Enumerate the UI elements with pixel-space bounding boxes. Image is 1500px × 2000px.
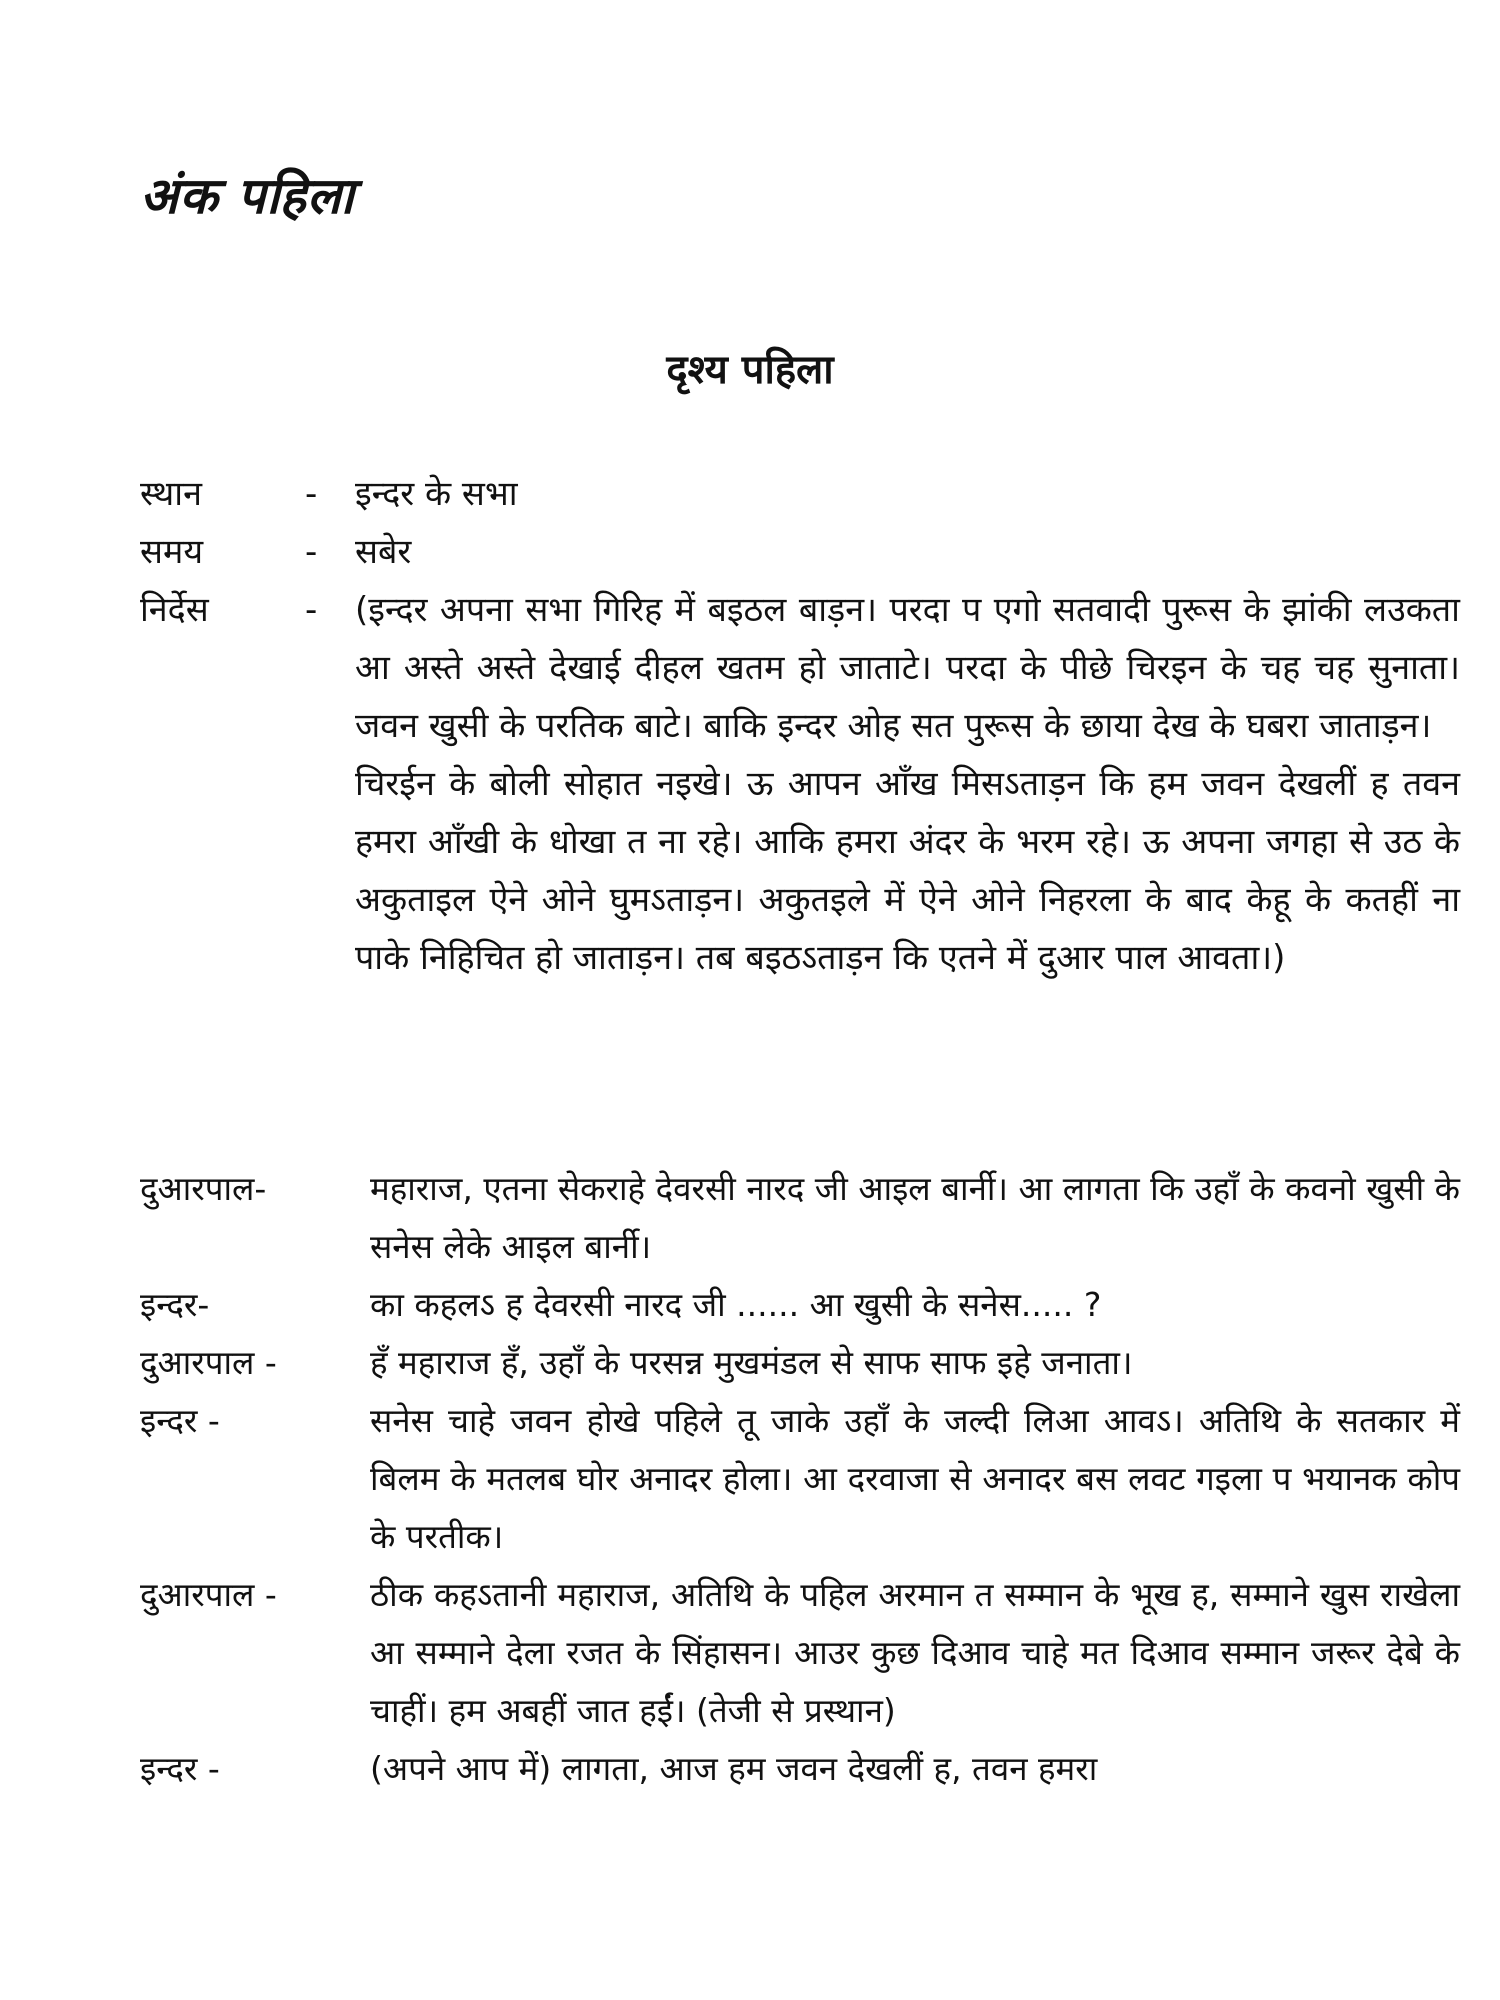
dialogue-line	[140, 1160, 1460, 1276]
speaker: दुआरपाल-	[140, 1169, 267, 1208]
dialogue-line	[140, 1740, 1460, 1798]
directions-row	[140, 581, 1460, 987]
dash: -	[305, 532, 318, 572]
line-text: (अपने आप में) लागता, आज हम जवन देखलीं ह, तवन हमरा	[370, 1749, 1098, 1788]
speaker: इन्दर -	[140, 1749, 220, 1788]
speaker: इन्दर -	[140, 1401, 220, 1440]
act-title: अंक पहिला	[140, 167, 355, 225]
directions-paragraph-2: चिरईन के बोली सोहात नइखे। ऊ आपन आँख मिसऽताड़न कि हम जवन देखलीं ह तवन हमरा आँखी के धोखा त ना रहे। आकि हमरा अंदर के भरम रहे। ऊ अपना जगहा से उठ के अकुताइल ऐने ओने घुमऽताड़न। अकुतइले में ऐने ओने निहरला के बाद केहू के कतहीं ना पाके निहिचित हो जाताड़न। तब बइठऽताड़न कि एतने में दुआर पाल आवता।)	[355, 764, 1460, 978]
time-row	[140, 523, 1460, 581]
time-value: सबेर	[355, 532, 412, 572]
line-text: ठीक कहऽतानी महाराज, अतिथि के पहिल अरमान त सम्मान के भूख ह, सम्माने खुस राखेला आ सम्माने देला रजत के सिंहासन। आउर कुछ दिआव चाहे मत दिआव सम्मान जरूर देबे के चाहीं। हम अबहीं जात हईं। (तेजी से प्रस्थान)	[370, 1575, 1460, 1730]
dialogue-line	[140, 1276, 1460, 1334]
dialogue-line	[140, 1334, 1460, 1392]
dialogue-line	[140, 1392, 1460, 1566]
place-row	[140, 465, 1460, 523]
dialogue-line	[140, 1566, 1460, 1740]
line-text: सनेस चाहे जवन होखे पहिले तू जाके उहाँ के जल्दी लिआ आवऽ। अतिथि के सतकार में बिलम के मतलब घोर अनादर होला। आ दरवाजा से अनादर बस लवट गइला प भयानक कोप के परतीक।	[370, 1401, 1460, 1556]
line-text: का कहलऽ ह देवरसी नारद जी ...... आ खुसी के सनेस..... ?	[370, 1285, 1102, 1324]
place-value: इन्दर के सभा	[355, 474, 518, 514]
directions-paragraph-1: (इन्दर अपना सभा गिरिह में बइठल बाड़न। परदा प एगो सतवादी पुरूस के झांकी लउकता आ अस्ते अस्ते देखाई दीहल खतम हो जाताटे। परदा के पीछे चिरइन के चह चह सुनाता। जवन खुसी के परतिक बाटे। बाकि इन्दर ओह सत पुरूस के छाया देख के घबरा जाताड़न।	[355, 590, 1460, 746]
speaker: दुआरपाल -	[140, 1575, 277, 1614]
dash: -	[305, 474, 318, 514]
scene-details	[140, 465, 1460, 987]
place-label: स्थान	[140, 474, 202, 514]
dialogue	[140, 1160, 1460, 1798]
line-text: महाराज, एतना सेकराहे देवरसी नारद जी आइल बार्नी। आ लागता कि उहाँ के कवनो खुसी के सनेस लेके आइल बार्नी।	[370, 1169, 1460, 1266]
directions-text	[355, 581, 1460, 987]
directions-label: निर्देस	[140, 590, 209, 630]
dash: -	[305, 590, 318, 630]
scene-title: दृश्य पहिला	[666, 347, 834, 393]
speaker: दुआरपाल -	[140, 1343, 277, 1382]
speaker: इन्दर-	[140, 1285, 210, 1324]
time-label: समय	[140, 532, 204, 572]
line-text: हँ महाराज हँ, उहाँ के परसन्न मुखमंडल से साफ साफ इहे जनाता।	[370, 1343, 1133, 1382]
